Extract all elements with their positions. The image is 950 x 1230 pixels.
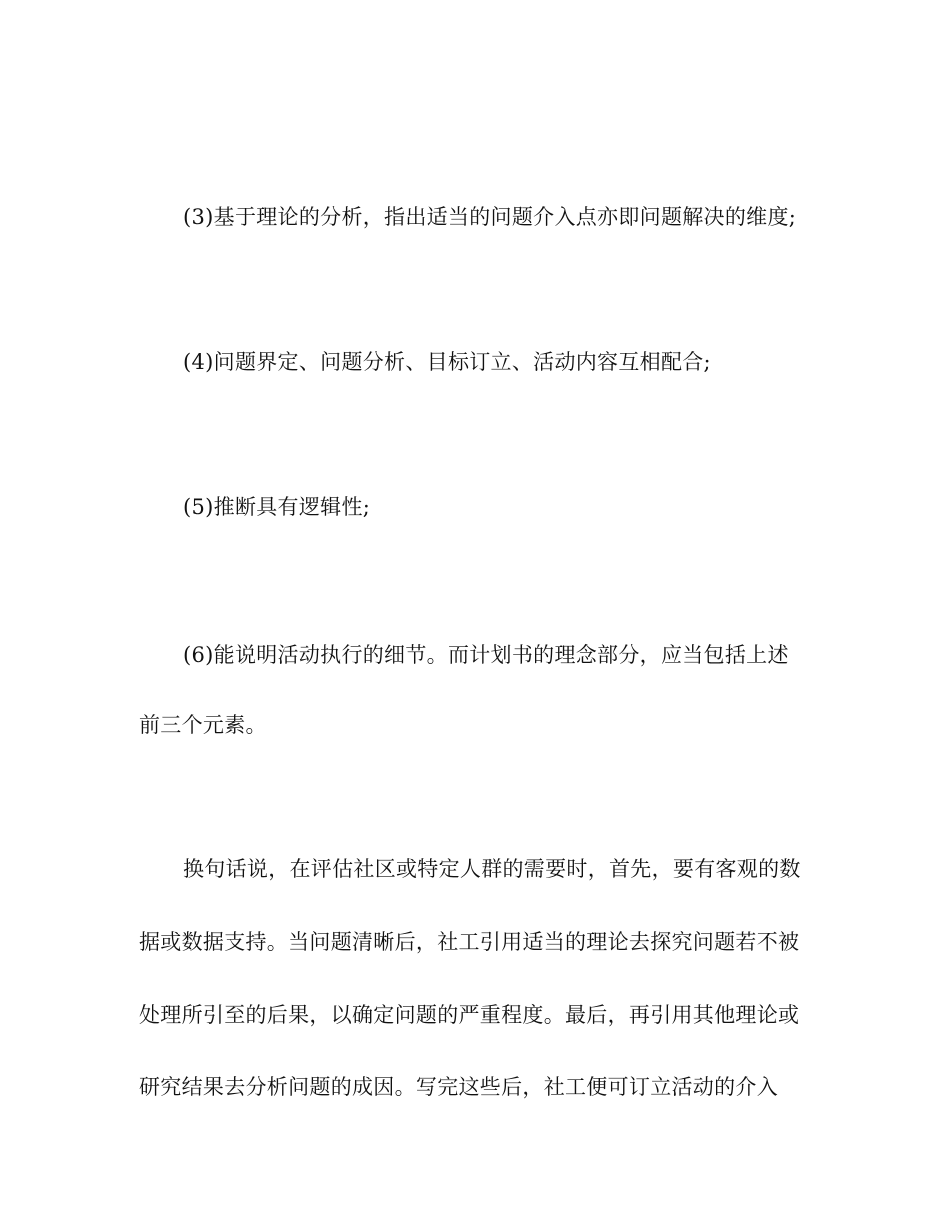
list-item-5: (5)推断具有逻辑性; bbox=[183, 495, 371, 519]
paragraph-line-1: 换句话说，在评估社区或特定人群的需要时，首先，要有客观的数 bbox=[183, 857, 801, 881]
paragraph-line-4: 研究结果去分析问题的成因。写完这些后，社工便可订立活动的介入 bbox=[139, 1075, 778, 1099]
list-item-4: (4)问题界定、问题分析、目标订立、活动内容互相配合; bbox=[183, 350, 711, 374]
paragraph-line-3: 处理所引至的后果，以确定问题的严重程度。最后，再引用其他理论或 bbox=[139, 1003, 800, 1027]
list-item-3: (3)基于理论的分析，指出适当的问题介入点亦即问题解决的维度; bbox=[183, 205, 797, 229]
paragraph-line-2: 据或数据支持。当问题清晰后，社工引用适当的理论去探究问题若不被 bbox=[139, 930, 800, 954]
list-item-6-line-2: 前三个元素。 bbox=[139, 713, 267, 737]
list-item-6-line-1: (6)能说明活动执行的细节。而计划书的理念部分，应当包括上述 bbox=[183, 643, 789, 667]
